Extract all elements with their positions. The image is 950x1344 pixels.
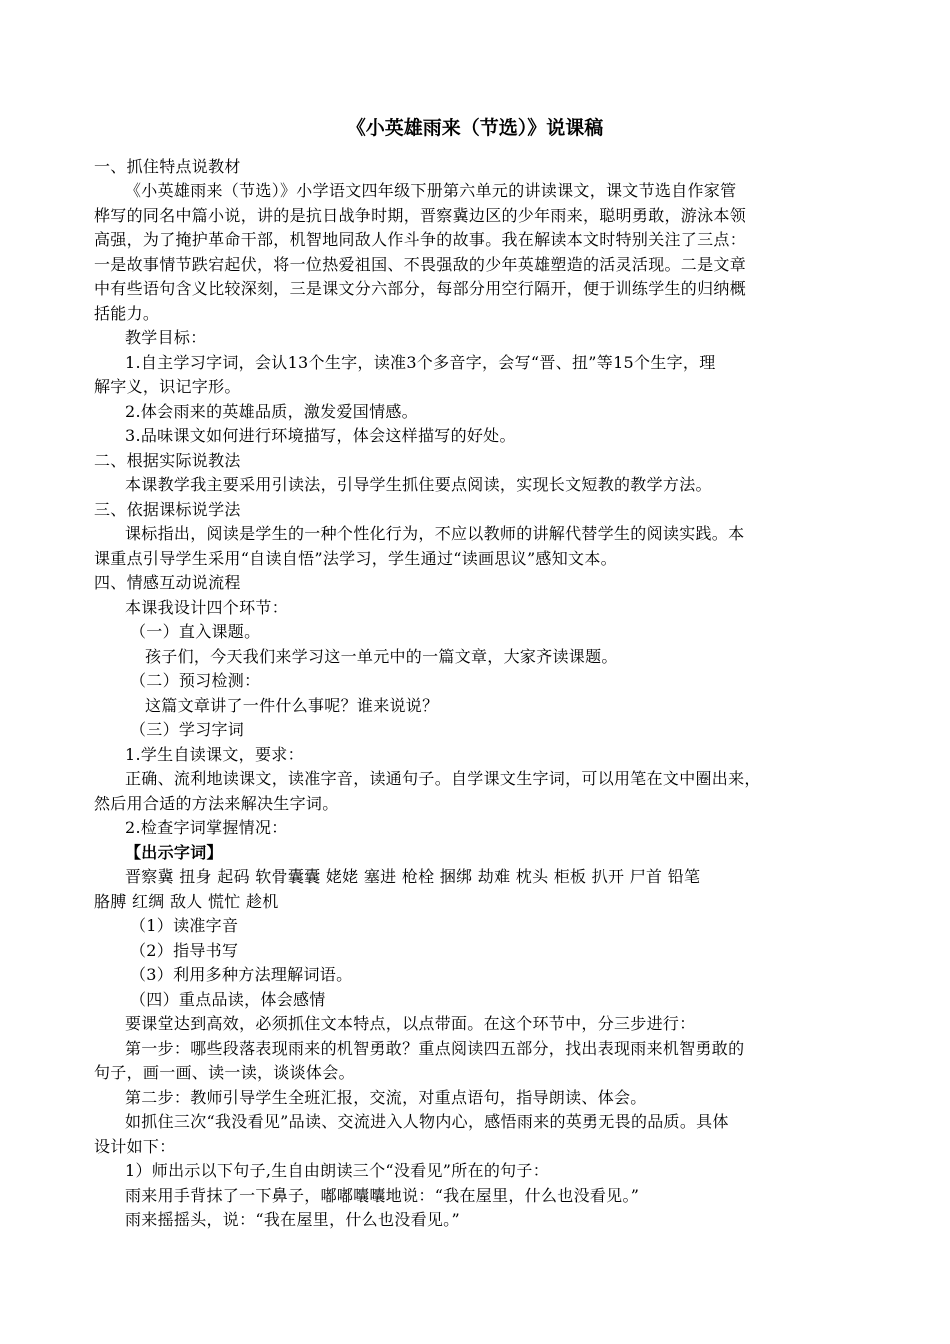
- paragraph-line: 括能力。: [94, 304, 160, 323]
- paragraph-line: 第二步：教师引导学生全班汇报，交流，对重点语句，指导朗读、体会。: [125, 1088, 647, 1107]
- list-item: （2）指导书写: [130, 941, 239, 960]
- paragraph-line: 这篇文章讲了一件什么事呢？谁来说说？: [145, 696, 439, 715]
- paragraph-line: 如抓住三次“我没看见”品读、交流进入人物内心，感悟雨来的英勇无畏的品质。具体: [125, 1112, 729, 1131]
- paragraph-line: 《小英雄雨来（节选）》小学语文四年级下册第六单元的讲读课文，课文节选自作家管: [125, 181, 737, 200]
- section-heading-3: 三、依据课标说学法: [94, 500, 241, 519]
- paragraph-line: 要课堂达到高效，必须抓住文本特点，以点带面。在这个环节中，分三步进行：: [125, 1014, 696, 1033]
- paragraph-line: 一是故事情节跌宕起伏，将一位热爱祖国、不畏强敌的少年英雄塑造的活灵活现。二是文章: [94, 255, 747, 274]
- list-item: （3）利用多种方法理解词语。: [130, 965, 353, 984]
- paragraph-line: 课标指出，阅读是学生的一种个性化行为，不应以教师的讲解代替学生的阅读实践。本: [125, 524, 745, 543]
- step-heading: （二）预习检测：: [130, 671, 261, 690]
- paragraph-line: 本课我设计四个环节：: [125, 598, 289, 617]
- vocabulary-list: 晋察冀 扭身 起码 软骨囊囊 姥姥 塞进 枪栓 捆绑 劫难 枕头 柜板 扒开 尸首 铅笔: [125, 867, 701, 886]
- paragraph-line: 本课教学我主要采用引读法，引导学生抓住要点阅读，实现长文短教的教学方法。: [125, 475, 712, 494]
- quote-line: 雨来摇摇头，说：“我在屋里，什么也没看见。”: [125, 1210, 460, 1229]
- paragraph-line: 2.检查字词掌握情况：: [125, 818, 288, 837]
- paragraph-line: 中有些语句含义比较深刻，三是课文分六部分，每部分用空行隔开，便于训练学生的归纳概: [94, 279, 747, 298]
- paragraph-line: 孩子们，今天我们来学习这一单元中的一篇文章，大家齐读课题。: [145, 647, 618, 666]
- section-heading-1: 一、抓住特点说教材: [94, 157, 241, 176]
- paragraph-line: 第一步：哪些段落表现雨来的机智勇敢？重点阅读四五部分，找出表现雨来机智勇敢的: [125, 1039, 745, 1058]
- step-heading: （三）学习字词: [130, 720, 245, 739]
- vocabulary-heading: 【出示字词】: [125, 843, 223, 862]
- goal-item: 1.自主学习字词，会认13个生字，读准3个多音字，会写“晋、扭”等15个生字，理: [125, 353, 716, 372]
- paragraph-line: 设计如下：: [94, 1137, 176, 1156]
- paragraph-line: 然后用合适的方法来解决生字词。: [94, 794, 339, 813]
- paragraph-line: 课重点引导学生采用“自读自悟”法学习，学生通过“读画思议”感知文本。: [94, 549, 617, 568]
- paragraph-line: 句子，画一画、读一读，谈谈体会。: [94, 1063, 355, 1082]
- paragraph-line: 1.学生自读课文，要求：: [125, 745, 304, 764]
- paragraph-line: 正确、流利地读课文，读准字音，读通句子。自学课文生字词，可以用笔在文中圈出来，: [125, 769, 761, 788]
- section-heading-2: 二、根据实际说教法: [94, 451, 241, 470]
- page-title: 《小英雄雨来（节选）》说课稿: [346, 117, 604, 139]
- goal-item-continued: 解字义，识记字形。: [94, 377, 241, 396]
- vocabulary-list: 胳膊 红绸 敌人 慌忙 趁机: [94, 892, 279, 911]
- quote-line: 雨来用手背抹了一下鼻子，嘟嘟囔囔地说：“我在屋里，什么也没看见。”: [125, 1186, 640, 1205]
- section-heading-4: 四、情感互动说流程: [94, 573, 241, 592]
- goal-item: 2.体会雨来的英雄品质，激发爱国情感。: [125, 402, 418, 421]
- paragraph-line: 高强，为了掩护革命干部，机智地同敌人作斗争的故事。我在解读本文时特别关注了三点：: [94, 230, 747, 249]
- step-heading: （四）重点品读，体会感情: [130, 990, 326, 1009]
- list-item: （1）读准字音: [130, 916, 239, 935]
- goal-item: 3.品味课文如何进行环境描写，体会这样描写的好处。: [125, 426, 516, 445]
- paragraph-line: 桦写的同名中篇小说，讲的是抗日战争时期，晋察冀边区的少年雨来，聪明勇敢，游泳本领: [94, 206, 747, 225]
- paragraph-line: 1）师出示以下句子,生自由朗读三个“没看见”所在的句子：: [125, 1161, 550, 1180]
- teaching-goals-label: 教学目标：: [125, 328, 207, 347]
- step-heading: （一）直入课题。: [130, 622, 261, 641]
